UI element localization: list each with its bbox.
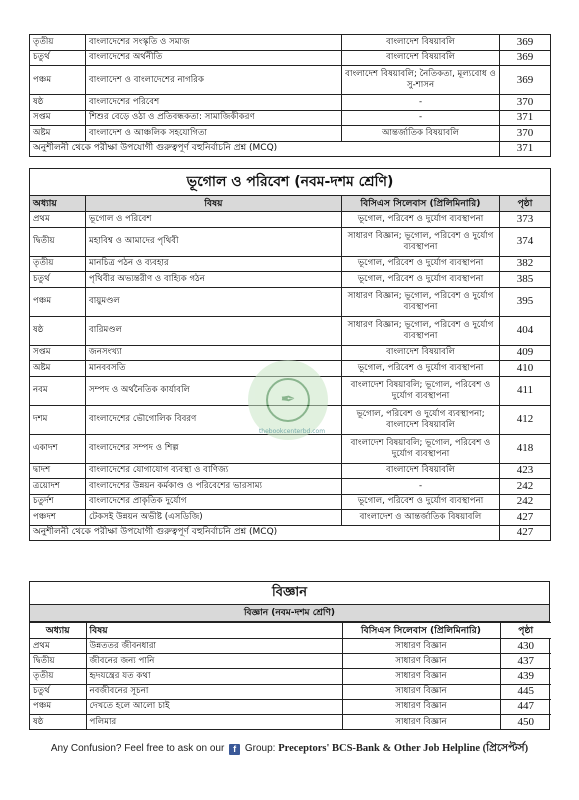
chapter-cell: অষ্টম — [30, 126, 86, 142]
chapter-cell: চতুর্দশ — [30, 494, 86, 510]
syllabus-cell: - — [342, 110, 500, 126]
topic-cell: নবজীবনের সূচনা — [86, 684, 342, 699]
table-row — [30, 212, 551, 228]
syllabus-cell: সাধারণ বিজ্ঞান — [342, 669, 500, 684]
chapter-cell: অষ্টম — [30, 361, 86, 377]
table-civics — [29, 34, 551, 157]
table-science — [30, 622, 551, 729]
syllabus-cell: সাধারণ বিজ্ঞান — [342, 699, 500, 714]
mcq-cell: অনুশীলনী থেকে পরীক্ষা উপযোগী গুরুত্বপূর্ণ বহুনির্বাচনি প্রশ্ন (MCQ) — [30, 525, 500, 541]
syllabus-cell: - — [342, 479, 500, 495]
chapter-cell: চতুর্থ — [30, 684, 86, 699]
table-row — [30, 272, 551, 288]
page-cell: 423 — [500, 463, 551, 479]
page-cell: 395 — [500, 287, 551, 316]
topic-cell: পলিমার — [86, 714, 342, 729]
header-chapter: অধ্যায় — [30, 623, 86, 639]
topic-cell: হৃদযন্ত্রের যত কথা — [86, 669, 342, 684]
chapter-cell: দ্বাদশ — [30, 463, 86, 479]
table-row — [30, 126, 551, 142]
table-row — [30, 654, 551, 669]
page-cell: 369 — [500, 66, 551, 95]
table-row — [30, 699, 551, 714]
syllabus-cell: বাংলাদেশ বিষয়াবলি; ভূগোল, পরিবেশ ও দুর্যোগ ব্যবস্থাপনা — [342, 376, 500, 405]
topic-cell: বাংলাদেশ ও আঞ্চলিক সহযোগিতা — [86, 126, 342, 142]
topic-cell: বাংলাদেশের যোগাযোগ ব্যবস্থা ও বাণিজ্য — [86, 463, 342, 479]
footer-group-name[interactable]: Preceptors' BCS-Bank & Other Job Helpline (প্রিসেপ্টর্স) — [278, 743, 529, 754]
syllabus-cell: বাংলাদেশ বিষয়াবলি — [342, 345, 500, 361]
topic-cell: মানববসতি — [86, 361, 342, 377]
chapter-cell: সপ্তম — [30, 345, 86, 361]
chapter-cell: ষষ্ঠ — [30, 714, 86, 729]
page-cell: 370 — [500, 126, 551, 142]
page-cell: 242 — [500, 479, 551, 495]
chapter-cell: চতুর্থ — [30, 50, 86, 66]
topic-cell: উন্নততর জীবনধারা — [86, 639, 342, 654]
syllabus-cell: সাধারণ বিজ্ঞান — [342, 639, 500, 654]
table-row — [30, 66, 551, 95]
topic-cell: বাংলাদেশের সম্পদ ও শিল্প — [86, 434, 342, 463]
mcq-cell: অনুশীলনী থেকে পরীক্ষা উপযোগী গুরুত্বপূর্ণ বহুনির্বাচনি প্রশ্ন (MCQ) — [30, 141, 500, 157]
topic-cell: জনসংখ্যা — [86, 345, 342, 361]
topic-cell: বারিমণ্ডল — [86, 316, 342, 345]
syllabus-cell: আন্তর্জাতিক বিষয়াবলি — [342, 126, 500, 142]
page-cell: 410 — [500, 361, 551, 377]
syllabus-cell: বাংলাদেশ বিষয়াবলি; ভূগোল, পরিবেশ ও দুর্যোগ ব্যবস্থাপনা — [342, 434, 500, 463]
chapter-cell: ত্রয়োদশ — [30, 479, 86, 495]
header-syllabus: বিসিএস সিলেবাস (প্রিলিমিনারি) — [342, 196, 500, 212]
page-cell: 382 — [500, 256, 551, 272]
table-row — [30, 50, 551, 66]
table-row — [30, 256, 551, 272]
chapter-cell: পঞ্চম — [30, 287, 86, 316]
syllabus-cell: বাংলাদেশ বিষয়াবলি — [342, 50, 500, 66]
science-section — [29, 581, 550, 730]
table-row — [30, 494, 551, 510]
topic-cell: ভূগোল ও পরিবেশ — [86, 212, 342, 228]
chapter-cell: নবম — [30, 376, 86, 405]
page-cell: 412 — [500, 405, 551, 434]
topic-cell: টেকসই উন্নয়ন অভীষ্ট (এসডিজি) — [86, 510, 342, 526]
chapter-cell: দশম — [30, 405, 86, 434]
topic-cell: বাংলাদেশের ভৌগোলিক বিবরণ — [86, 405, 342, 434]
table-row — [30, 510, 551, 526]
topic-cell: পৃথিবীর অভ্যন্তরীণ ও বাহ্যিক গঠন — [86, 272, 342, 288]
topic-cell: বায়ুমণ্ডল — [86, 287, 342, 316]
table-row — [30, 35, 551, 51]
header-syllabus: বিসিএস সিলেবাস (প্রিলিমিনারি) — [342, 623, 500, 639]
chapter-cell: দ্বিতীয় — [30, 654, 86, 669]
page-cell: 447 — [500, 699, 551, 714]
page-cell: 445 — [500, 684, 551, 699]
chapter-cell: সপ্তম — [30, 110, 86, 126]
syllabus-cell: ভূগোল, পরিবেশ ও দুর্যোগ ব্যবস্থাপনা — [342, 256, 500, 272]
header-topic: বিষয় — [86, 196, 342, 212]
mcq-row — [30, 141, 551, 157]
page-cell: 404 — [500, 316, 551, 345]
header-page: পৃষ্ঠা — [500, 623, 551, 639]
header-topic: বিষয় — [86, 623, 342, 639]
table-row — [30, 110, 551, 126]
book-pen-icon: ✒ — [266, 378, 310, 422]
page-cell: 439 — [500, 669, 551, 684]
page-cell: 430 — [500, 639, 551, 654]
table-row — [30, 95, 551, 111]
chapter-cell: তৃতীয় — [30, 256, 86, 272]
page-cell: 242 — [500, 494, 551, 510]
table-geography — [29, 168, 551, 541]
topic-cell: জীবনের জন্য পানি — [86, 654, 342, 669]
chapter-cell: ষষ্ঠ — [30, 316, 86, 345]
facebook-icon[interactable]: f — [229, 744, 240, 755]
syllabus-cell: বাংলাদেশ বিষয়াবলি — [342, 35, 500, 51]
page-cell: 418 — [500, 434, 551, 463]
chapter-cell: তৃতীয় — [30, 35, 86, 51]
chapter-cell: তৃতীয় — [30, 669, 86, 684]
table-row — [30, 287, 551, 316]
chapter-cell: একাদশ — [30, 434, 86, 463]
syllabus-cell: সাধারণ বিজ্ঞান — [342, 714, 500, 729]
header-page: পৃষ্ঠা — [500, 196, 551, 212]
syllabus-cell: বাংলাদেশ বিষয়াবলি — [342, 463, 500, 479]
chapter-cell: ষষ্ঠ — [30, 95, 86, 111]
page-cell: 411 — [500, 376, 551, 405]
table-row — [30, 345, 551, 361]
topic-cell: মহাবিশ্ব ও আমাদের পৃথিবী — [86, 227, 342, 256]
syllabus-cell: ভূগোল, পরিবেশ ও দুর্যোগ ব্যবস্থাপনা; বাংলাদেশ বিষয়াবলি — [342, 405, 500, 434]
section-title-geography: ভূগোল ও পরিবেশ (নবম-দশম শ্রেণি) — [30, 169, 551, 196]
page-cell: 370 — [500, 95, 551, 111]
syllabus-cell: বাংলাদেশ ও আন্তর্জাতিক বিষয়াবলি — [342, 510, 500, 526]
table-row — [30, 479, 551, 495]
syllabus-cell: - — [342, 95, 500, 111]
chapter-cell: পঞ্চদশ — [30, 510, 86, 526]
topic-cell: সম্পদ ও অর্থনৈতিক কার্যাবলি — [86, 376, 342, 405]
syllabus-cell: সাধারণ বিজ্ঞান; ভূগোল, পরিবেশ ও দুর্যোগ ব্যবস্থাপনা — [342, 287, 500, 316]
syllabus-cell: ভূগোল, পরিবেশ ও দুর্যোগ ব্যবস্থাপনা — [342, 494, 500, 510]
syllabus-cell: ভূগোল, পরিবেশ ও দুর্যোগ ব্যবস্থাপনা — [342, 212, 500, 228]
syllabus-cell: ভূগোল, পরিবেশ ও দুর্যোগ ব্যবস্থাপনা — [342, 361, 500, 377]
topic-cell: বাংলাদেশের উন্নয়ন কর্মকাণ্ড ও পরিবেশের ভারসাম্য — [86, 479, 342, 495]
table-row — [30, 316, 551, 345]
topic-cell: বাংলাদেশ ও বাংলাদেশের নাগরিক — [86, 66, 342, 95]
page-cell: 450 — [500, 714, 551, 729]
page-cell: 369 — [500, 50, 551, 66]
chapter-cell: পঞ্চম — [30, 699, 86, 714]
table-row — [30, 463, 551, 479]
page-cell: 437 — [500, 654, 551, 669]
footer-prefix: Any Confusion? Feel free to ask on our — [50, 743, 225, 754]
page-cell: 371 — [500, 110, 551, 126]
page-cell: 369 — [500, 35, 551, 51]
chapter-cell: দ্বিতীয় — [30, 227, 86, 256]
chapter-cell: পঞ্চম — [30, 66, 86, 95]
header-chapter: অধ্যায় — [30, 196, 86, 212]
syllabus-cell: সাধারণ বিজ্ঞান; ভূগোল, পরিবেশ ও দুর্যোগ ব্যবস্থাপনা — [342, 316, 500, 345]
table-row — [30, 227, 551, 256]
watermark-text: thebookcenterbd.com — [258, 428, 326, 435]
mcq-row — [30, 525, 551, 541]
syllabus-cell: সাধারণ বিজ্ঞান; ভূগোল, পরিবেশ ও দুর্যোগ ব্যবস্থাপনা — [342, 227, 500, 256]
topic-cell: দেখতে হলে আলো চাই — [86, 699, 342, 714]
syllabus-cell: বাংলাদেশ বিষয়াবলি; নৈতিকতা, মূল্যবোধ ও সু-শাসন — [342, 66, 500, 95]
syllabus-cell: সাধারণ বিজ্ঞান — [342, 684, 500, 699]
chapter-cell: প্রথম — [30, 212, 86, 228]
table-row — [30, 714, 551, 729]
page-cell: 427 — [500, 510, 551, 526]
topic-cell: বাংলাদেশের প্রাকৃতিক দুর্যোগ — [86, 494, 342, 510]
chapter-cell: চতুর্থ — [30, 272, 86, 288]
section-subtitle-science: বিজ্ঞান (নবম-দশম শ্রেণি) — [30, 605, 549, 622]
page-cell: 427 — [500, 525, 551, 541]
syllabus-cell: সাধারণ বিজ্ঞান — [342, 654, 500, 669]
table-row — [30, 684, 551, 699]
topic-cell: মানচিত্র পঠন ও ব্যবহার — [86, 256, 342, 272]
footer-group-word: Group: — [244, 743, 276, 754]
topic-cell: শিশুর বেড়ে ওঠা ও প্রতিবন্ধকতা: সামাজিকীকরণ — [86, 110, 342, 126]
page-cell: 409 — [500, 345, 551, 361]
page-cell: 371 — [500, 141, 551, 157]
topic-cell: বাংলাদেশের পরিবেশ — [86, 95, 342, 111]
page-cell: 385 — [500, 272, 551, 288]
section-title-science: বিজ্ঞান — [30, 582, 549, 605]
topic-cell: বাংলাদেশের সংস্কৃতি ও সমাজ — [86, 35, 342, 51]
table-row — [30, 639, 551, 654]
syllabus-cell: ভূগোল, পরিবেশ ও দুর্যোগ ব্যবস্থাপনা — [342, 272, 500, 288]
chapter-cell: প্রথম — [30, 639, 86, 654]
topic-cell: বাংলাদেশের অর্থনীতি — [86, 50, 342, 66]
page-cell: 374 — [500, 227, 551, 256]
page-cell: 373 — [500, 212, 551, 228]
table-row — [30, 669, 551, 684]
footer — [0, 741, 579, 758]
